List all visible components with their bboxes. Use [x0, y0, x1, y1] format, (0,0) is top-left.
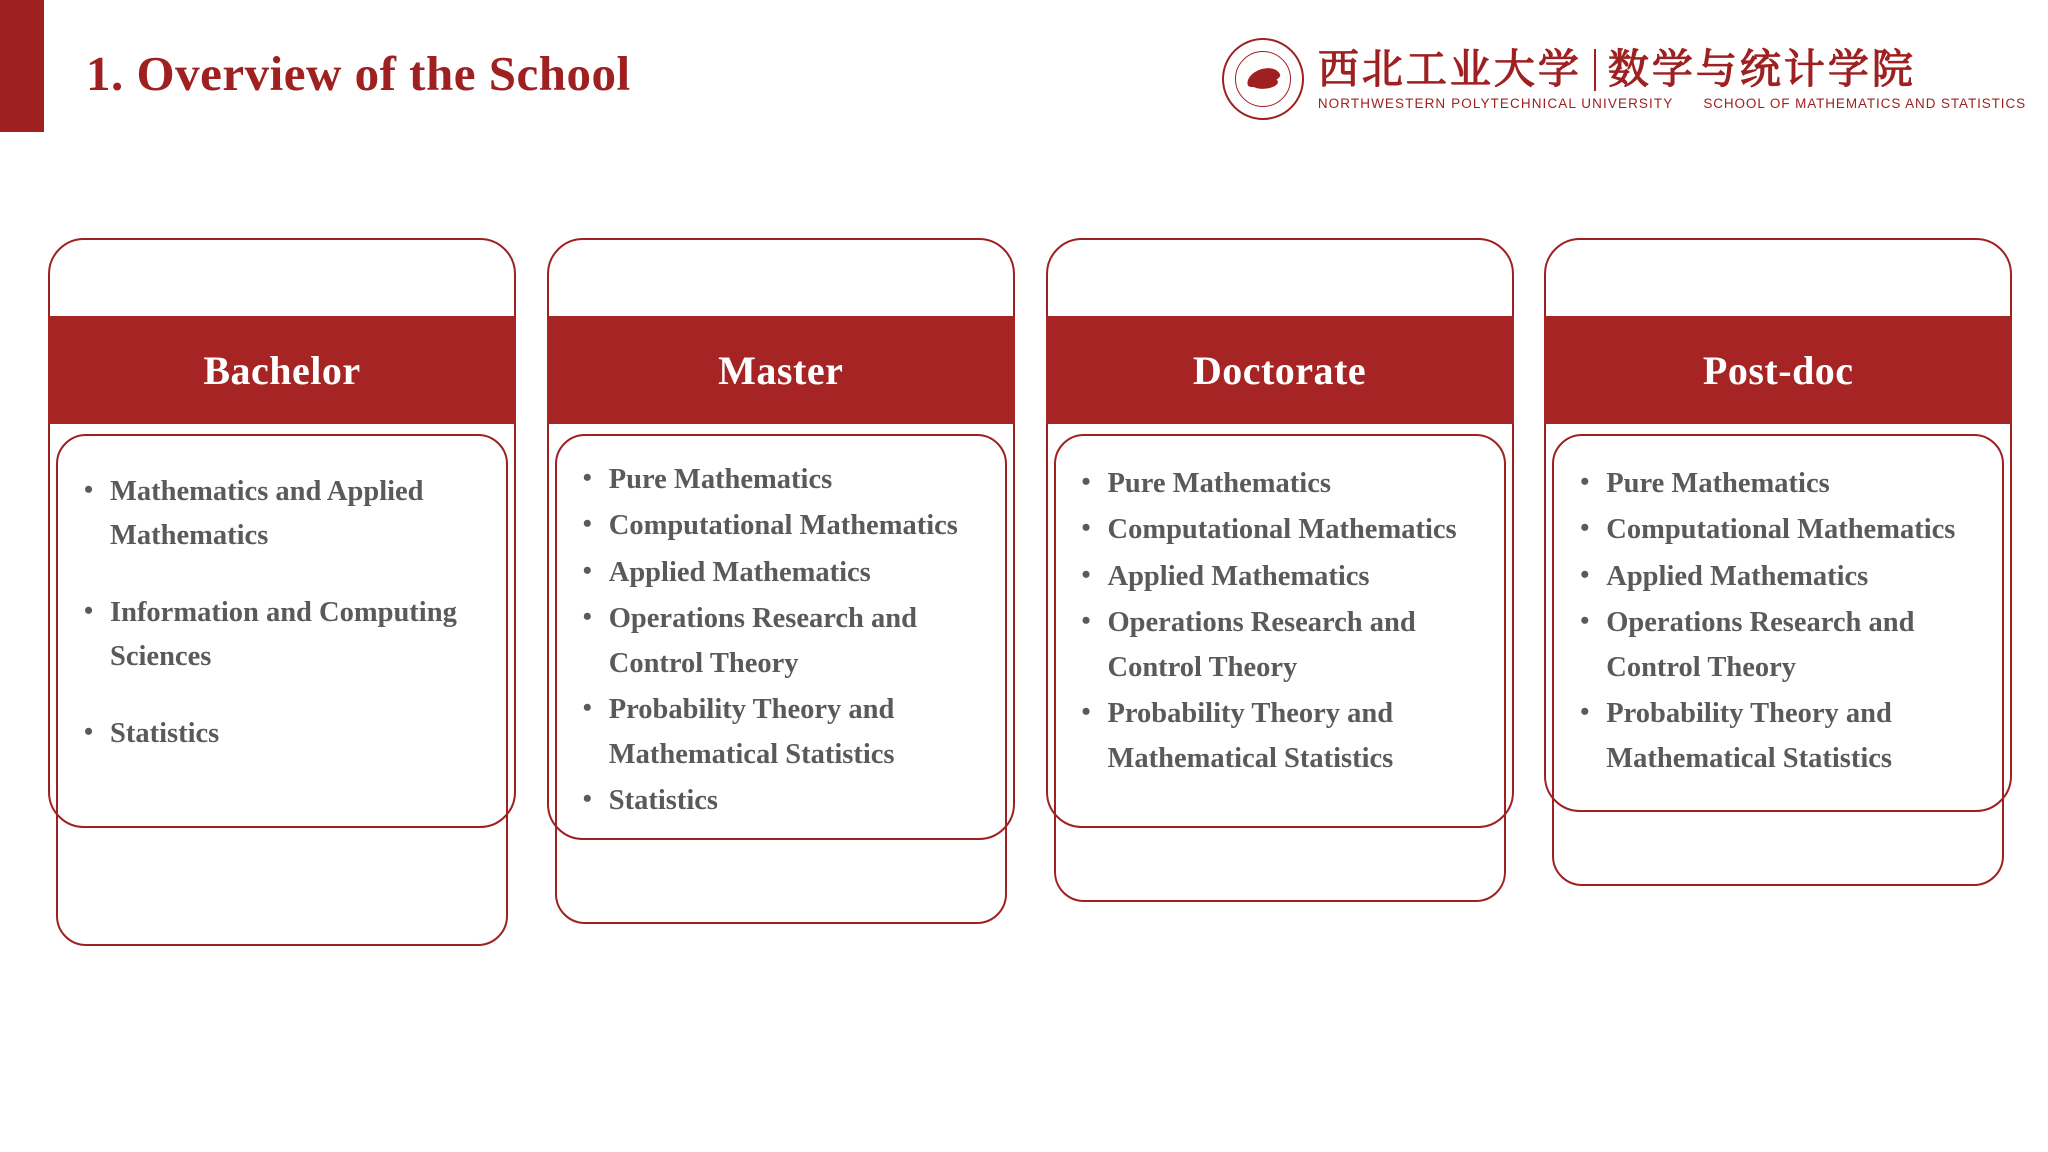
list-item: • Information and Computing Sciences — [80, 591, 488, 680]
list-item: • Probability Theory and Mathematical Statistics — [1078, 692, 1486, 781]
program-list — [1078, 462, 1486, 781]
card-title: Post-doc — [1702, 347, 1854, 393]
list-item: • Statistics — [579, 779, 987, 823]
university-logo — [1222, 34, 2026, 124]
logo-cn-school: 数学与统计学院 — [1607, 44, 1916, 93]
list-item: • Pure Mathematics — [1576, 462, 1984, 506]
list-item: • Applied Mathematics — [1576, 555, 1984, 599]
card-title: Bachelor — [203, 347, 361, 393]
list-item: • Computational Mathematics — [1576, 508, 1984, 552]
card-body-bachelor — [56, 434, 508, 946]
card-title: Doctorate — [1192, 347, 1367, 393]
card-header-doctorate — [1046, 316, 1514, 424]
card-title: Master — [718, 347, 844, 393]
list-item: • Operations Research and Control Theory — [1576, 601, 1984, 690]
list-item: • Probability Theory and Mathematical Statistics — [579, 688, 987, 777]
logo-chinese-row — [1317, 44, 2026, 93]
page-title: 1. Overview of the School — [86, 46, 631, 101]
logo-divider — [1594, 49, 1596, 91]
list-item: • Computational Mathematics — [579, 504, 987, 548]
program-list — [1576, 462, 1984, 781]
logo-cn-university: 西北工业大学 — [1317, 44, 1582, 93]
card-body-doctorate — [1054, 434, 1506, 902]
list-item: • Statistics — [80, 712, 488, 756]
header-accent-bar — [0, 0, 44, 132]
program-list — [80, 470, 488, 756]
list-item: • Applied Mathematics — [1078, 555, 1486, 599]
program-list — [579, 458, 987, 824]
slide-header — [0, 0, 2048, 140]
list-item: • Applied Mathematics — [579, 551, 987, 595]
card-header-master — [547, 316, 1015, 424]
list-item: • Pure Mathematics — [579, 458, 987, 502]
list-item: • Pure Mathematics — [1078, 462, 1486, 506]
university-seal-icon — [1222, 38, 1304, 120]
logo-en-university: NORTHWESTERN POLYTECHNICAL UNIVERSITY — [1317, 96, 1674, 112]
logo-en-school: SCHOOL OF MATHEMATICS AND STATISTICS — [1703, 96, 2026, 112]
logo-english-row — [1318, 96, 2026, 111]
list-item: • Computational Mathematics — [1078, 508, 1486, 552]
card-header-bachelor — [48, 316, 516, 424]
list-item: • Mathematics and Applied Mathematics — [80, 470, 488, 559]
card-body-postdoc — [1552, 434, 2004, 886]
list-item: • Probability Theory and Mathematical Statistics — [1576, 692, 1984, 781]
list-item: • Operations Research and Control Theory — [579, 597, 987, 686]
card-body-master — [555, 434, 1007, 924]
logo-text-block — [1318, 38, 2026, 120]
list-item: • Operations Research and Control Theory — [1078, 601, 1486, 690]
card-header-postdoc — [1544, 316, 2012, 424]
seal-bird-shape — [1244, 65, 1281, 91]
